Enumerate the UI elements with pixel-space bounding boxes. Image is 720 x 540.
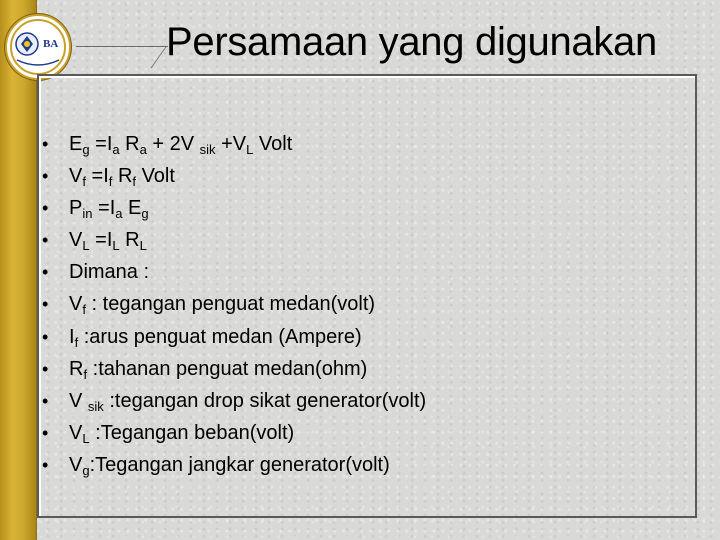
- bullet-item: [42, 192, 682, 224]
- bullet-item: [42, 224, 682, 256]
- bullet-text: : tegangan penguat medan(volt): [85, 293, 376, 316]
- subscript-text: a: [115, 206, 123, 222]
- bullet-text: Volt: [136, 165, 175, 188]
- bullet-item: [42, 288, 682, 320]
- bullet-text: R: [119, 133, 140, 155]
- bullet-text: :tegangan drop sikat generator(volt): [103, 389, 427, 412]
- subscript-text: a: [112, 142, 120, 157]
- bullet-item: [42, 385, 682, 417]
- bullet-item: [42, 256, 682, 288]
- bullet-text: +V: [215, 133, 247, 155]
- bullet-text: :Tegangan beban(volt): [89, 421, 295, 444]
- bullet-text: V: [69, 389, 88, 412]
- bullet-text: =I: [89, 133, 113, 155]
- bullet-text: E: [69, 133, 83, 155]
- bullet-text: V: [69, 165, 83, 188]
- bullet-text: + 2V: [146, 133, 200, 155]
- subscript-text: g: [82, 462, 90, 478]
- subscript-text: sik: [87, 398, 104, 414]
- subscript-text: sik: [199, 142, 216, 157]
- title-divider: [76, 46, 168, 47]
- bullet-item: [42, 417, 682, 449]
- logo-text: BA: [43, 38, 59, 50]
- bullet-text: V: [69, 229, 83, 252]
- bullet-text: V: [69, 421, 83, 444]
- subscript-text: f: [132, 174, 137, 190]
- subscript-text: f: [82, 174, 86, 190]
- bullet-text: =I: [89, 229, 113, 252]
- subscript-text: L: [82, 238, 90, 254]
- subscript-text: L: [246, 142, 254, 157]
- bullet-item: [42, 449, 682, 481]
- bullet-item: [42, 160, 682, 192]
- subscript-text: L: [112, 238, 120, 254]
- left-gold-bar: [0, 0, 37, 540]
- bullet-item: [42, 128, 682, 160]
- subscript-text: L: [82, 430, 90, 446]
- subscript-text: f: [74, 334, 79, 350]
- bullet-list: [42, 128, 682, 481]
- subscript-text: f: [108, 174, 113, 190]
- subscript-text: L: [139, 238, 147, 254]
- subscript-text: f: [83, 366, 88, 382]
- title-divider-slant: [151, 46, 167, 68]
- university-logo: [5, 14, 71, 80]
- subscript-text: in: [82, 206, 93, 222]
- bullet-text: V: [69, 293, 83, 316]
- subscript-text: g: [141, 206, 149, 222]
- slide-title: Persamaan yang digunakan: [166, 20, 657, 64]
- bullet-text: R: [69, 357, 84, 380]
- bullet-text: E: [122, 197, 142, 220]
- bullet-text: :arus penguat medan (Ampere): [78, 325, 362, 348]
- bullet-text: =I: [85, 165, 109, 188]
- bullet-item: [42, 321, 682, 353]
- subscript-text: f: [82, 302, 86, 318]
- subscript-text: a: [139, 142, 147, 157]
- bullet-text: R: [119, 229, 140, 252]
- bullet-text: Dimana :: [69, 261, 150, 284]
- bullet-text: V: [69, 453, 83, 476]
- bullet-text: :Tegangan jangkar generator(volt): [89, 453, 390, 476]
- bullet-text: R: [112, 165, 133, 188]
- bullet-text: P: [69, 197, 83, 220]
- bullet-text: :tahanan penguat medan(ohm): [87, 357, 368, 380]
- bullet-text: Volt: [253, 133, 293, 155]
- bullet-text: =I: [92, 197, 116, 220]
- subscript-text: g: [82, 142, 90, 157]
- bullet-text: I: [69, 325, 75, 348]
- seal-icon: [7, 16, 69, 78]
- bullet-item: [42, 353, 682, 385]
